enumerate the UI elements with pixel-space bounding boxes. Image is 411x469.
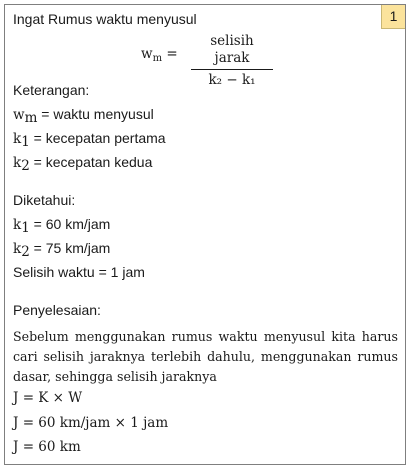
- diketahui-heading: Diketahui:: [13, 192, 76, 208]
- penyelesaian-heading: Penyelesaian:: [13, 302, 101, 318]
- diketahui-item: $k_2 = 75$ km/jam: [13, 240, 111, 260]
- calculation-step: J = K × W: [13, 390, 83, 406]
- card-title: Ingat Rumus waktu menyusul: [13, 11, 197, 27]
- keterangan-item: $k_1$ = kecepatan pertama: [13, 130, 166, 150]
- formula-fraction: [191, 33, 273, 89]
- penyelesaian-paragraph: Sebelum menggunakan rumus waktu menyusul kita harus cari selisih jaraknya terlebih dahulu, menggunakan rumus dasar, sehingga selisih jaraknya: [13, 329, 398, 384]
- formula-denominator: k₂ − k₁: [208, 72, 256, 88]
- diketahui-item: $k_1 = 60$ km/jam: [13, 216, 111, 236]
- formula-lhs: $w_m$ =: [141, 46, 178, 64]
- fraction-bar: [191, 69, 273, 70]
- solution-card: [4, 4, 406, 465]
- formula-numerator: selisih jarak: [210, 33, 254, 66]
- calculation-step: J = 60 km/jam × 1 jam: [13, 415, 169, 431]
- selisih-waktu: Selisih waktu = 1 jam: [13, 264, 145, 280]
- step-number-badge: 1: [381, 5, 405, 29]
- keterangan-item: $k_2$ = kecepatan kedua: [13, 154, 153, 174]
- keterangan-item: $w_m$ = waktu menyusul: [13, 106, 154, 126]
- calculation-step: J = 60 km: [13, 439, 81, 455]
- keterangan-heading: Keterangan:: [13, 82, 90, 98]
